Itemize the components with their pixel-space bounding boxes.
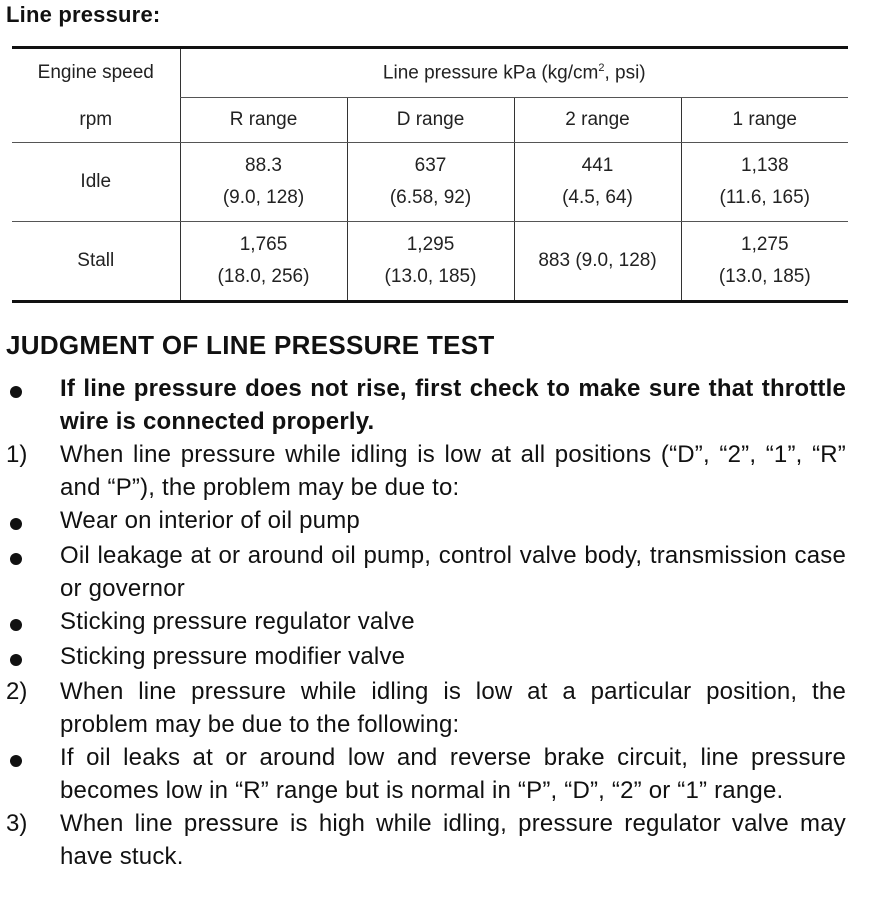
range-header-2: 2 range: [514, 98, 681, 143]
range-header-r: R range: [180, 98, 347, 143]
bullet-icon: [10, 654, 22, 666]
item-number: 1): [6, 441, 28, 468]
list-item: [0, 605, 880, 640]
engine-speed-header: Engine speed: [12, 48, 180, 98]
page-heading: Line pressure:: [6, 2, 161, 27]
item-text: Wear on interior of oil pump: [60, 507, 360, 534]
item-text: Sticking pressure modifier valve: [60, 643, 406, 670]
item-text: When line pressure is high while idling, pressure regulator valve may have stuck.: [60, 810, 846, 870]
item-text: Sticking pressure regulator valve: [60, 608, 415, 635]
item-text: Oil leakage at or around oil pump, control valve body, transmission case or governor: [60, 542, 846, 602]
judgment-list: [0, 372, 880, 873]
item-number: 3): [6, 810, 28, 837]
item-text: If line pressure does not rise, first check to make sure that throttle wire is connected properly.: [60, 375, 846, 435]
item-text: When line pressure while idling is low at a particular position, the problem may be due to the following:: [60, 678, 846, 738]
line-pressure-table: [12, 46, 848, 303]
bullet-icon: [10, 553, 22, 565]
cell-stall-d: 1,295 (13.0, 185): [347, 222, 514, 302]
list-item: [0, 741, 880, 807]
cell-stall-r: 1,765 (18.0, 256): [180, 222, 347, 302]
cell-idle-d: 637 (6.58, 92): [347, 143, 514, 222]
table-row-stall: [12, 222, 848, 302]
bullet-icon: [10, 755, 22, 767]
range-header-1: 1 range: [681, 98, 848, 143]
list-item: [0, 539, 880, 605]
row-label-idle: Idle: [12, 143, 180, 222]
cell-idle-1: 1,138 (11.6, 165): [681, 143, 848, 222]
list-item: [0, 807, 880, 873]
rpm-header: rpm: [12, 98, 180, 143]
list-item: [0, 504, 880, 539]
row-label-stall: Stall: [12, 222, 180, 302]
cell-stall-2: 883 (9.0, 128): [514, 222, 681, 302]
table-row-idle: [12, 143, 848, 222]
section-title: JUDGMENT OF LINE PRESSURE TEST: [6, 330, 495, 360]
bullet-icon: [10, 619, 22, 631]
list-item: [0, 640, 880, 675]
cell-stall-1: 1,275 (13.0, 185): [681, 222, 848, 302]
item-number: 2): [6, 678, 28, 705]
line-pressure-header: Line pressure kPa ($kg/cm^2$, psi): [180, 48, 848, 98]
cell-idle-2: 441 (4.5, 64): [514, 143, 681, 222]
cell-idle-r: 88.3 (9.0, 128): [180, 143, 347, 222]
list-item: [0, 372, 880, 438]
item-text: When line pressure while idling is low at all positions (“D”, “2”, “1”, “R” and “P”), the problem may be due to:: [60, 441, 846, 501]
item-text: If oil leaks at or around low and reverse brake circuit, line pressure becomes low in “R” range but is normal in “P”, “D”, “2” or “1” range.: [60, 744, 846, 804]
range-header-d: D range: [347, 98, 514, 143]
list-item: [0, 438, 880, 504]
bullet-icon: [10, 386, 22, 398]
list-item: [0, 675, 880, 741]
bullet-icon: [10, 518, 22, 530]
